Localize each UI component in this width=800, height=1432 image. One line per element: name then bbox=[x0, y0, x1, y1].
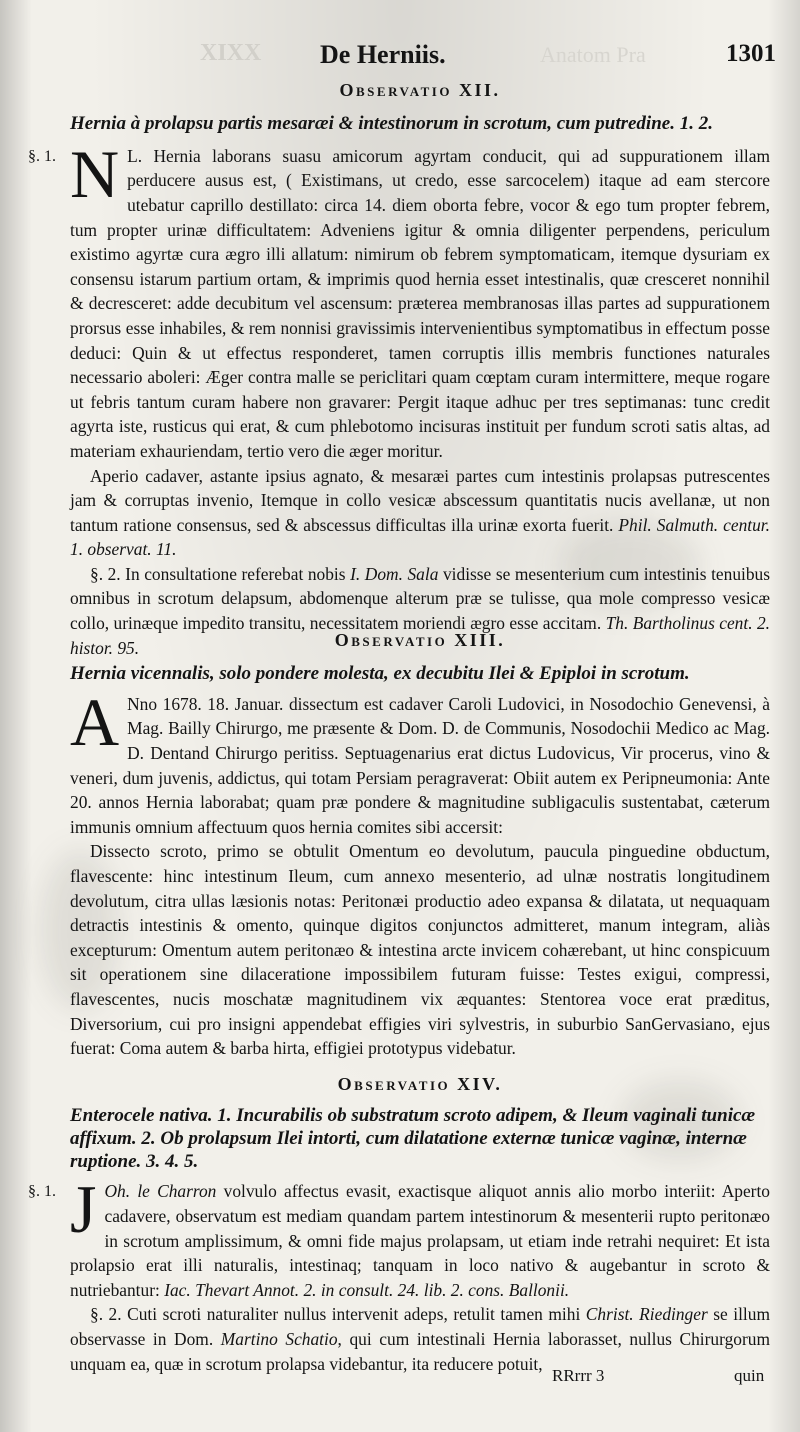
paragraph-text: volvulo affectus evasit, exactisque aliquot annis alio morbo interiit: Aperto cadavere, observatum est mediam quandam partem intestinorum & mesenterii rupto peritonæo in scrotum amplissimum, & omni fide majus prolapsam, ut etiam inde retrahi nequiret: Et ista prolapsio erat illi naturalis, intestinaq; tanquam in loco nativo & augebantur in scroto & nutriebantur: bbox=[70, 1181, 771, 1300]
paragraph bbox=[70, 683, 770, 840]
section-1 bbox=[28, 135, 770, 464]
observation-subtitle: Enterocele nativa. 1. Incurabilis ob substratum scroto adipem, & Ileum vaginali tunicæ affixum. 2. Ob prolapsum Ilei intorti, cum dilatatione externæ tunicæ vaginæ, internæ ruptione. 3. 4. 5. bbox=[70, 1105, 756, 1172]
drop-cap: N bbox=[70, 135, 120, 212]
paragraph-text: Nno 1678. 18. Januar. dissectum est cadaver Caroli Ludovici, in Nosodochio Genevensi, à Mag. Bailly Chirurgo, me præsente & Dom. D. de Communis, Nosodochii Medico ac Mag. D. Dentand Chirurgo peritiss. Septuagenarius erat dictus Ludovicus, Vir procerus, vino & veneri, dum juvenis, addictus, qui totam Persiam peragraverat: Obiit autem ex Peripneumonia: Ante 20. annos Hernia laborabat; quam præ pondere & magnitudine subligaculis sustentabat, cæterum immunis omnium affectuum quos hernia comites sibi accersit: bbox=[70, 693, 770, 837]
drop-cap: J bbox=[70, 1171, 97, 1248]
signature-mark: RRrrr 3 bbox=[552, 1366, 605, 1385]
observation-heading: Observatio XII. bbox=[339, 80, 501, 100]
observation-14 bbox=[28, 1074, 771, 1376]
running-title: De Herniis. bbox=[320, 40, 446, 69]
section-1 bbox=[28, 1171, 771, 1302]
paragraph bbox=[70, 839, 770, 1060]
drop-cap: A bbox=[70, 683, 120, 760]
observation-12 bbox=[28, 80, 771, 660]
person-name: Christ. Riedinger bbox=[585, 1304, 708, 1325]
section-label: §. 1. bbox=[28, 147, 56, 165]
paragraph-text: Dissecto scroto, primo se obtulit Omentum eo devolutum, paucula pinguedine obductum, flavescente: hinc intestinum Ileum, cum annexo mesenterio, ad ulnæ nostratis longitudinem devolutum, citra ullas læsionis notas: Peritonæi productio adeo expansa & dilatata, ut nequaquam detractis intestinis & omento, quinque digitos conjunctos admitteret, manum integram, aliàs excepturum: Omentum autem peritonæo & intestina arcte invicem cohærebant, ut hinc conspicuum sit operationem sine dilaceratione impossibilem futuram fuisse: Testes exigui, compressi, flavescentes, nucis moschatæ magnitudinem vix æquantes: Stentorea voce erat præditus, Diversorium, cui pro insigni appendebat effigies viri sylvestris, in suburbio SanGervasiano, ejus fuerat: Coma autem & barba hirta, effigiei prototypus videbatur. bbox=[70, 841, 770, 1059]
paragraph-text: vidisse se mesenterium cum intestinis tenuibus omnibus in scrotum delapsum, abdomenque alterum præ se tulisse, qua mole compresso vesicæ collo, urinæque impedito transitu, necessitatem moriendi ægro esse accitam. bbox=[70, 563, 771, 634]
paragraph-text: L. Hernia laborans suasu amicorum agyrtam conducit, qui ad suppurationem illam perducere ausus est, ( Existimans, ut credo, esse sarcocelem) itaque ad eam stercore utebatur caprillo destillato: circa 14. diem oborta febre, vocor & ego tum propter febrem, tum propter urinæ difficultatem: Adveniens igitur & omnia diligenter perpendens, periculum existimo agyrtæ cura ægro illi allatum: nimirum ob febrem symptomaticam, itemque dysuriam ex consensu istarum partium ortam, & imprimis quod hernia esset intestinalis, quæ cresceret nonnihil & decresceret: adde decubitum vel ascensum: præterea membranosas illas partes ad suppurationem prorsus esse inhabiles, & rem nonnisi gravissimis intervenientibus symptomatibus in effectum posse deduci: Quin & ut effectus responderet, tamen corruptis illis membris functiones naturales necessario aboleri: Æger contra malle se periclitari quam cœptam curam intermittere, meque rogare ut febris tantum curam habere non gravarer: Pergit itaque adhuc per tres septimanas: tunc credit agyrta iste, rusticus qui erat, & cum phlebotomo incisuras instituit per fundum scroti satis altas, ad materiam exhauriendam, tertio vero die æger moritur. bbox=[70, 145, 770, 461]
observation-heading: Observatio XIII. bbox=[334, 630, 506, 650]
paragraph-text: §. 2. In consultatione referebat nobis bbox=[90, 563, 346, 584]
bleed-through-text: Anatom Pra bbox=[540, 42, 646, 67]
citation: Th. Bartholinus cent. 2. histor. 95. bbox=[70, 613, 770, 658]
page-number: 1301 bbox=[726, 40, 776, 67]
observation-heading: Observatio XIV. bbox=[337, 1074, 503, 1094]
person-name: Oh. le Charron bbox=[104, 1181, 217, 1202]
page-footer bbox=[0, 1362, 800, 1402]
paragraph bbox=[70, 464, 770, 562]
paragraph-text: se illum observasse in Dom. bbox=[70, 1304, 770, 1349]
paragraph bbox=[70, 1171, 771, 1302]
running-header bbox=[0, 40, 800, 74]
person-name: I. Dom. Sala bbox=[350, 563, 439, 584]
observation-subtitle: Hernia à prolapsu partis mesaræi & intestinorum in scrotum, cum putredine. 1. 2. bbox=[70, 113, 713, 134]
bleed-through-text: XIXX bbox=[200, 40, 262, 66]
paragraph bbox=[70, 135, 770, 464]
section-label: §. 1. bbox=[28, 1183, 56, 1201]
paragraph-text: , qui cum intestinali Hernia laborasset, nullus Chirurgorum unquam ea, quæ in scrotum prolapsa videbantur, ita reducere potuit, bbox=[70, 1328, 770, 1374]
catchword: quin bbox=[734, 1366, 765, 1385]
citation: Iac. Thevart Annot. 2. in consult. 24. lib. 2. cons. Ballonii. bbox=[164, 1279, 570, 1300]
paragraph-text: Aperio cadaver, astante ipsius agnato, & mesaræi partes cum intestinis prolapsas putrescentes jam & corruptas invenio, Itemque in collo vesicæ abscessum quantitatis nucis avellanæ, ut non tantum ratione consensus, sed & abscessus difficultas illa urinæ exorta fuerit. bbox=[70, 465, 770, 535]
paragraph-text: §. 2. Cuti scroti naturaliter nullus intervenit adeps, retulit tamen mihi bbox=[90, 1304, 581, 1325]
observation-13 bbox=[70, 630, 770, 1061]
person-name: Martino Schatio bbox=[220, 1328, 338, 1349]
observation-subtitle: Hernia vicennalis, solo pondere molesta, ex decubitu Ilei & Epiploi in scrotum. bbox=[70, 663, 690, 684]
citation: Phil. Salmuth. centur. 1. observat. 11. bbox=[70, 514, 770, 560]
